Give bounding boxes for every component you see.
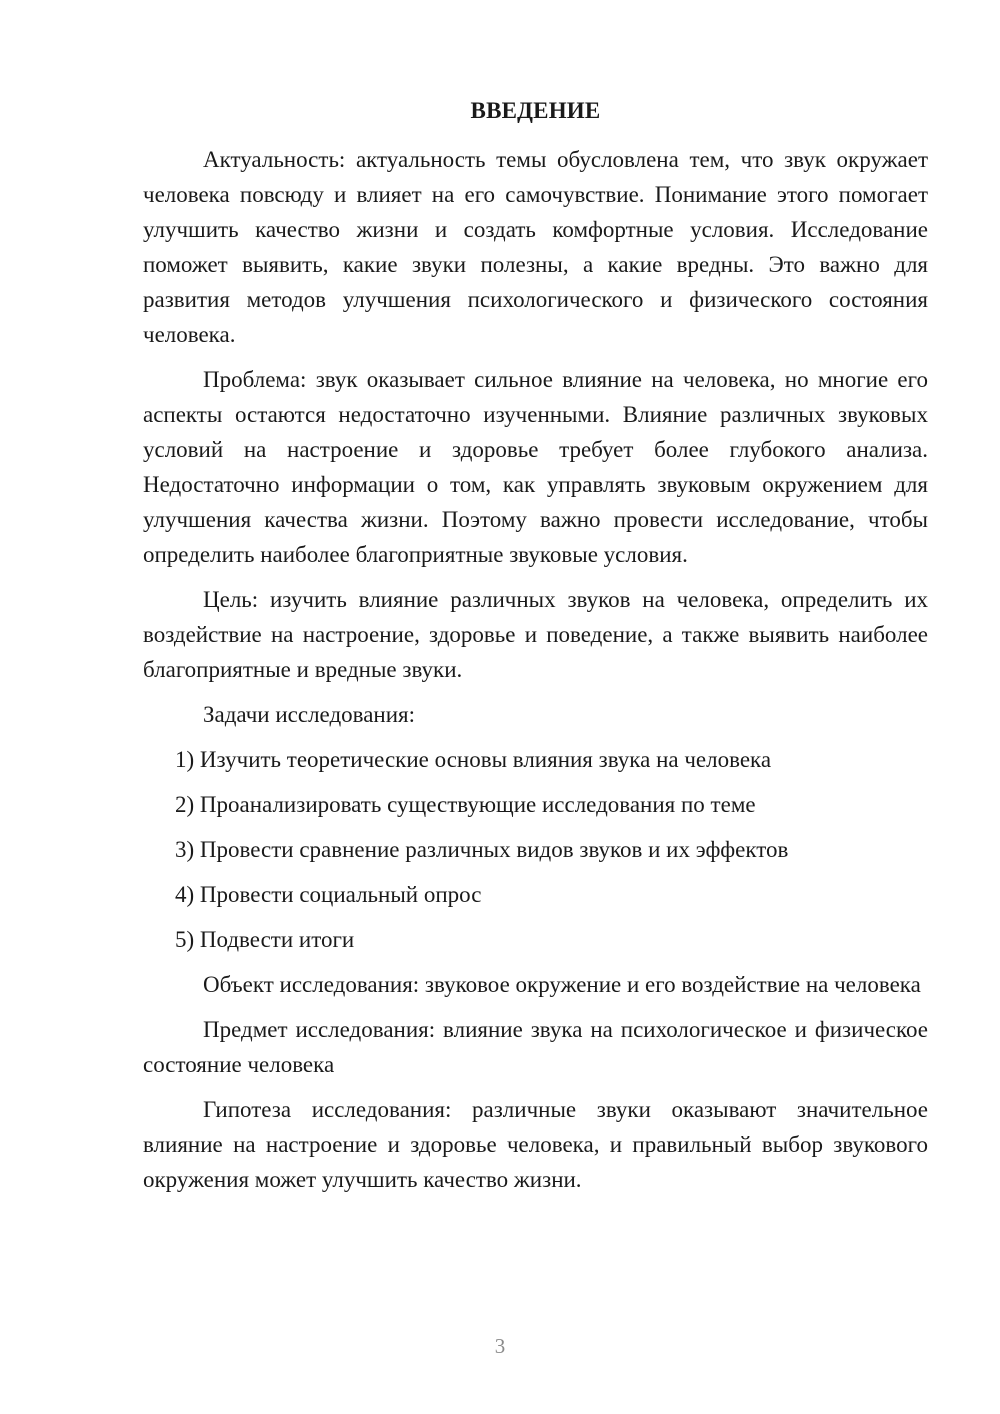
list-item: 1) Изучить теоретические основы влияния звука на человека — [175, 747, 772, 772]
tasks-title: Задачи исследования: — [203, 702, 416, 727]
section-heading: ВВЕДЕНИЕ — [470, 98, 601, 123]
hypothesis-paragraph: Гипотеза исследования: различные звуки оказывают значительное влияние на настроение и здоровье человека, и правильный выбор звукового окружения может улучшить качество жизни. — [143, 1097, 928, 1192]
document-body — [143, 142, 928, 1207]
goal-paragraph: Цель: изучить влияние различных звуков на человека, определить их воздействие на настроение, здоровье и поведение, а также выявить наиболее благоприятные и вредные звуки. — [143, 587, 928, 682]
list-item: 3) Провести сравнение различных видов звуков и их эффектов — [175, 837, 789, 862]
problem-paragraph: Проблема: звук оказывает сильное влияние на человека, но многие его аспекты остаются недостаточно изученными. Влияние различных звуковых условий на настроение и здоровье требует более глубокого анализа. Недостаточно информации о том, как управлять звуковым окружением для улучшения качества жизни. Поэтому важно провести исследование, чтобы определить наиболее благоприятные звуковые условия. — [143, 367, 928, 567]
list-item: 5) Подвести итоги — [175, 927, 355, 952]
object-paragraph: Объект исследования: звуковое окружение и его воздействие на человека — [203, 972, 921, 997]
list-item: 4) Провести социальный опрос — [175, 882, 482, 907]
list-item: 2) Проанализировать существующие исследования по теме — [175, 792, 756, 817]
tasks-list — [143, 742, 928, 957]
page-number: 3 — [494, 1334, 506, 1358]
subject-paragraph: Предмет исследования: влияние звука на психологическое и физическое состояние человека — [143, 1017, 928, 1077]
relevance-paragraph: Актуальность: актуальность темы обусловлена тем, что звук окружает человека повсюду и влияет на его самочувствие. Понимание этого помогает улучшить качество жизни и создать комфортные условия. Исследование поможет выявить, какие звуки полезны, а какие вредны. Это важно для развития методов улучшения психологического и физического состояния человека. — [143, 147, 928, 347]
